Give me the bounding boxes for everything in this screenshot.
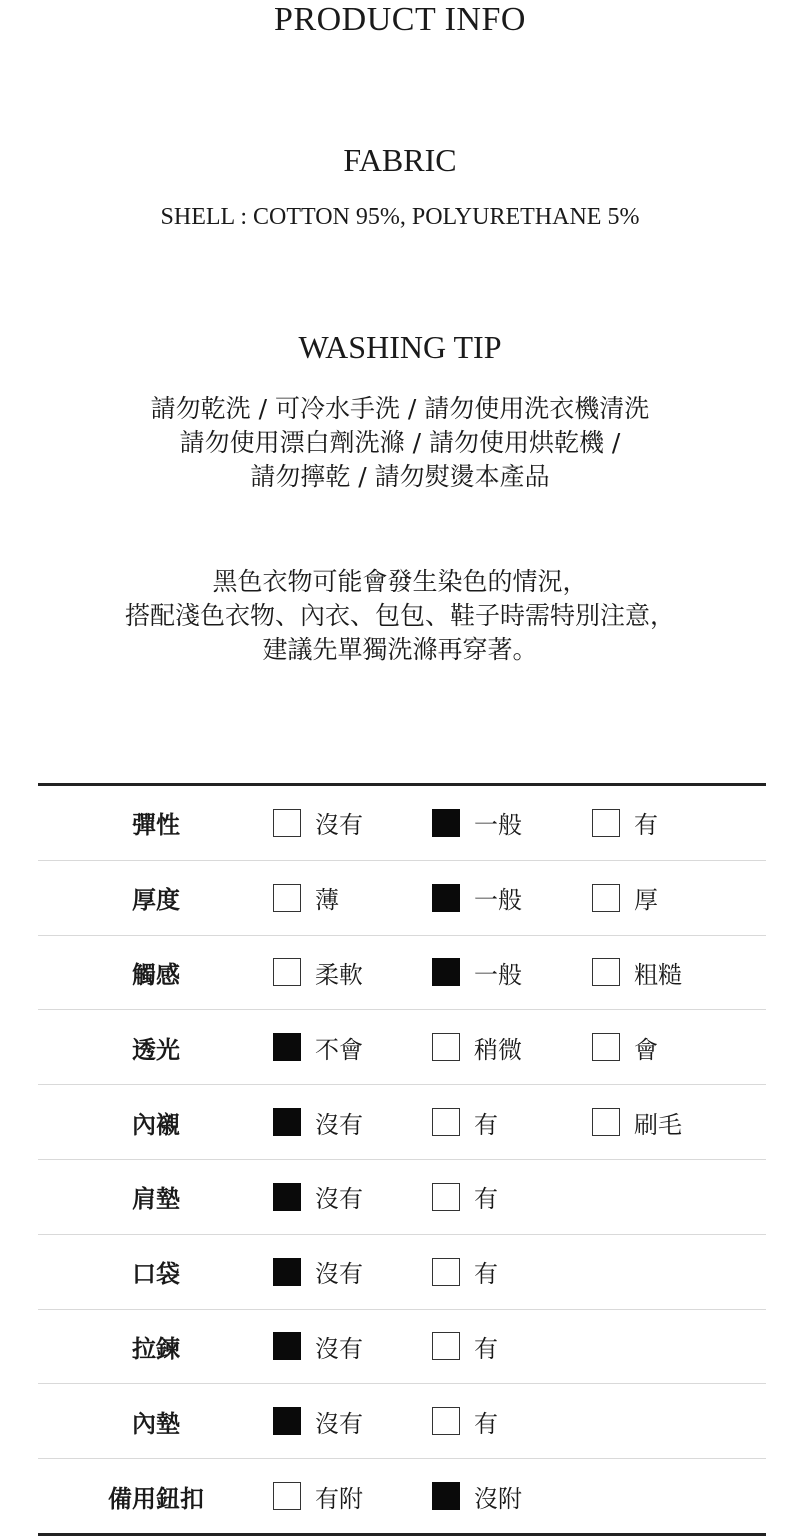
- table-row: [38, 1085, 766, 1160]
- checked-box-icon: [273, 1183, 301, 1211]
- spec-option-label: 沒有: [315, 1185, 363, 1214]
- care-note-line: 搭配淺色衣物、內衣、包包、鞋子時需特別注意，: [124, 601, 675, 630]
- spec-option-label: 有: [474, 1110, 498, 1139]
- unchecked-box-icon: [432, 1033, 460, 1061]
- washing-tip-line: 請勿擰乾 / 請勿熨燙本產品: [250, 462, 550, 491]
- spec-option: [432, 1310, 498, 1384]
- spec-option-label: 一般: [474, 886, 522, 915]
- spec-option-label: 有: [474, 1409, 498, 1438]
- washing-tips: [0, 392, 800, 494]
- spec-option-label: 有: [634, 811, 658, 840]
- spec-attribute-label: 彈性: [132, 811, 180, 840]
- spec-attribute-label: 口袋: [132, 1260, 180, 1289]
- table-row: [38, 1160, 766, 1235]
- spec-option-label: 有: [474, 1260, 498, 1289]
- checked-box-icon: [273, 1332, 301, 1360]
- spec-option: [432, 1384, 498, 1458]
- table-row: [38, 1310, 766, 1385]
- spec-option: [592, 786, 658, 860]
- unchecked-box-icon: [273, 809, 301, 837]
- spec-option: [432, 1085, 498, 1159]
- checked-box-icon: [432, 1482, 460, 1510]
- spec-option-label: 厚: [634, 886, 658, 915]
- unchecked-box-icon: [592, 1108, 620, 1136]
- spec-attribute-label: 肩墊: [132, 1185, 180, 1214]
- unchecked-box-icon: [432, 1258, 460, 1286]
- spec-attribute-label: 內襯: [132, 1110, 180, 1139]
- spec-option: [432, 1010, 522, 1084]
- washing-tip-line: 請勿乾洗 / 可冷水手洗 / 請勿使用洗衣機清洗: [150, 394, 650, 423]
- spec-option-label: 沒有: [315, 1409, 363, 1438]
- checked-box-icon: [273, 1108, 301, 1136]
- table-row: [38, 1384, 766, 1459]
- unchecked-box-icon: [592, 884, 620, 912]
- spec-option-label: 沒有: [315, 1110, 363, 1139]
- unchecked-box-icon: [432, 1108, 460, 1136]
- spec-option: [432, 861, 522, 935]
- spec-attribute-label: 厚度: [132, 886, 180, 915]
- spec-option-label: 一般: [474, 811, 522, 840]
- spec-option: [273, 1384, 363, 1458]
- spec-option: [273, 936, 363, 1010]
- spec-option-label: 不會: [315, 1035, 363, 1064]
- spec-option-label: 沒有: [315, 1260, 363, 1289]
- spec-rows: [38, 786, 766, 1533]
- checked-box-icon: [273, 1407, 301, 1435]
- spec-option: [273, 1310, 363, 1384]
- spec-option: [592, 1010, 658, 1084]
- spec-option-label: 有: [474, 1185, 498, 1214]
- spec-option: [273, 861, 339, 935]
- spec-option-label: 一般: [474, 960, 522, 989]
- spec-attribute-label: 透光: [132, 1035, 180, 1064]
- care-note-line: 黑色衣物可能會發生染色的情況，: [212, 567, 588, 596]
- spec-option: [432, 786, 522, 860]
- washing-tip-heading: WASHING TIP: [298, 329, 502, 365]
- table-row: [38, 936, 766, 1011]
- spec-option: [273, 786, 363, 860]
- unchecked-box-icon: [432, 1407, 460, 1435]
- spec-option-label: 有附: [315, 1484, 363, 1513]
- spec-option: [592, 1085, 682, 1159]
- checked-box-icon: [432, 958, 460, 986]
- spec-option: [273, 1085, 363, 1159]
- unchecked-box-icon: [432, 1332, 460, 1360]
- table-row: [38, 1235, 766, 1310]
- unchecked-box-icon: [592, 809, 620, 837]
- spec-attribute-label: 觸感: [132, 960, 180, 989]
- spec-option: [432, 1235, 498, 1309]
- checked-box-icon: [432, 884, 460, 912]
- unchecked-box-icon: [592, 958, 620, 986]
- checked-box-icon: [273, 1033, 301, 1061]
- spec-option-label: 沒附: [474, 1484, 522, 1513]
- care-note-line: 建議先單獨洗滌再穿著。: [262, 635, 538, 664]
- spec-attribute-label: 拉鍊: [132, 1334, 180, 1363]
- spec-option-label: 有: [474, 1334, 498, 1363]
- spec-option-label: 稍微: [474, 1035, 522, 1064]
- spec-option-label: 薄: [315, 886, 339, 915]
- fabric-heading: FABRIC: [343, 142, 457, 178]
- washing-tip-line: 請勿使用漂白劑洗滌 / 請勿使用烘乾機 /: [179, 428, 621, 457]
- page-title: PRODUCT INFO: [274, 1, 526, 38]
- table-row: [38, 1459, 766, 1533]
- spec-option: [432, 1160, 498, 1234]
- spec-option-label: 沒有: [315, 1334, 363, 1363]
- spec-attribute-label: 備用鈕扣: [108, 1484, 204, 1513]
- spec-option: [432, 1459, 522, 1533]
- spec-option: [592, 861, 658, 935]
- unchecked-box-icon: [273, 884, 301, 912]
- spec-option-label: 柔軟: [315, 960, 363, 989]
- care-notes: [0, 565, 800, 667]
- table-row: [38, 786, 766, 861]
- spec-attribute-label: 內墊: [132, 1409, 180, 1438]
- spec-option: [273, 1010, 363, 1084]
- spec-table: [38, 783, 766, 1536]
- spec-option-label: 沒有: [315, 811, 363, 840]
- table-row: [38, 1010, 766, 1085]
- checked-box-icon: [273, 1258, 301, 1286]
- spec-option-label: 刷毛: [634, 1110, 682, 1139]
- unchecked-box-icon: [592, 1033, 620, 1061]
- spec-option: [273, 1235, 363, 1309]
- unchecked-box-icon: [273, 1482, 301, 1510]
- spec-option: [432, 936, 522, 1010]
- unchecked-box-icon: [432, 1183, 460, 1211]
- spec-option-label: 粗糙: [634, 960, 682, 989]
- spec-option: [592, 936, 682, 1010]
- checked-box-icon: [432, 809, 460, 837]
- fabric-composition: SHELL : COTTON 95%, POLYURETHANE 5%: [160, 204, 640, 230]
- spec-option-label: 會: [634, 1035, 658, 1064]
- spec-option: [273, 1160, 363, 1234]
- spec-option: [273, 1459, 363, 1533]
- unchecked-box-icon: [273, 958, 301, 986]
- table-row: [38, 861, 766, 936]
